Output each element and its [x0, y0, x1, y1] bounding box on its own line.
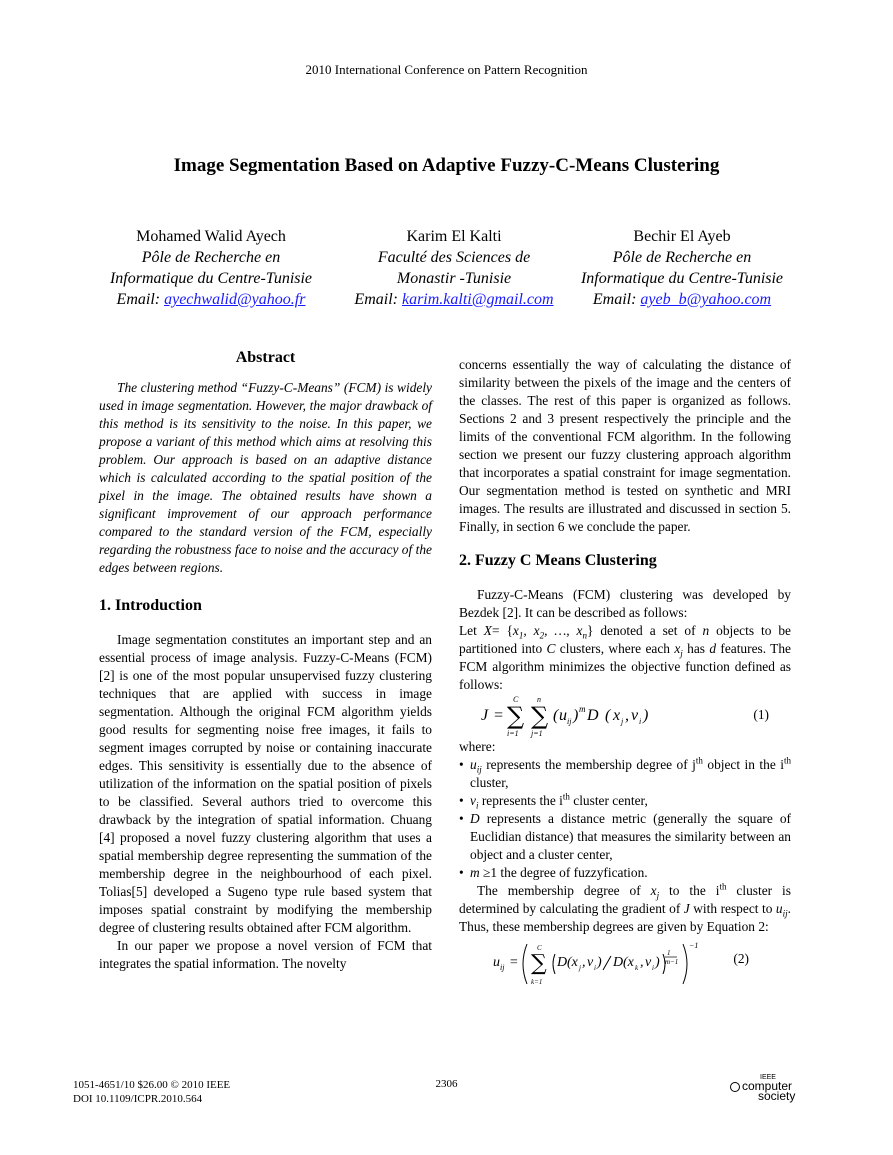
abstract-text: The clustering method “Fuzzy-C-Means” (FCM) is widely used in image segmentation. However, the major drawback of this method is its sensitivity to the noise. In this paper, we propose a variant of this method which aims at resolving this problem. Our approach is based on an adaptive distance which is calculated according to the spatial position of the pixel in the image. The obtained results have shown a significant improvement of our approach performance compared to the standard version of the FCM, especially regarding the robustness face to noise and the accuracy of the edges between regions. [99, 380, 432, 575]
svg-text:C: C [537, 944, 542, 952]
svg-text:ij: ij [500, 963, 505, 972]
list-item: • m ≥1 the degree of fuzzyfication. [459, 864, 791, 882]
email-label: Email: [116, 291, 161, 308]
svg-text:u: u [559, 707, 567, 724]
svg-text:x: x [613, 707, 621, 724]
equation-1-number: (1) [753, 707, 769, 722]
author-email-link[interactable]: ayeb_b@yahoo.com [640, 291, 772, 308]
email-label: Email: [354, 291, 398, 308]
svg-text:D: D [613, 955, 624, 970]
svg-text:v: v [631, 707, 639, 724]
fcm-paragraph-2: Let $X= \{x_1$, $x_2$, …, $x_n$} denoted a set of n objects to be partitioned into C clusters, where each $x_j$ has d features. The FCM algorithm minimizes the objective function defined as follows: [459, 623, 791, 692]
author-name: Karim El Kalti [406, 228, 502, 245]
svg-text:m: m [579, 704, 586, 714]
svg-text:,: , [582, 955, 586, 970]
svg-text:(x: (x [623, 955, 634, 970]
doi-line: DOI 10.1109/ICPR.2010.564 [73, 1093, 203, 1105]
equation-1-formula [481, 694, 681, 738]
svg-text:D: D [557, 955, 568, 970]
svg-text:j=1: j=1 [531, 729, 543, 738]
svg-text:,: , [625, 707, 629, 724]
svg-text:C: C [513, 695, 519, 704]
svg-text:1: 1 [667, 949, 671, 957]
equation-2 [459, 936, 791, 986]
svg-text:=: = [493, 707, 504, 724]
author-email-link[interactable]: karim.kalti@gmail.com [401, 291, 554, 308]
author-affiliation: Informatique du Centre-Tunisie [580, 270, 784, 287]
svg-text:m−1: m−1 [665, 958, 679, 966]
equation-2-formula [493, 938, 723, 988]
list-item: • $u_{ij}$ represents the membership degree of $j^{th}$ object in the $i^{th}$ cluster, [459, 756, 791, 792]
svg-text:∑: ∑ [507, 702, 525, 730]
intro-paragraph-1: Image segmentation constitutes an important step and an essential process of image analysis. Fuzzy-C-Means (FCM) [2] is one of the most popular unsupervised fuzzy clustering techniques that are applied with success in image segmentation. Although the original FCM algorithm yields good results for segmenting noise free images, it fails to segment images corrupted by noise or containing inaccurate edges. This sensitivity is essentially due to the absence of utilization of the information on the spatial position of pixels to be classified. Several authors tried to overcome this drawback by the integration of spatial information. Chuang [4] proposed a novel fuzzy clustering algorithm that uses a spatial membership degree representing the summation of the membership degree in the neighbourhood of each pixel. Tolias[5] developed a Sugeno type rule based system that imposes spatial constraint by modifying the membership degree of clustering results obtained after FCM algorithm. [99, 632, 432, 935]
copyright-line: 1051-4651/10 $26.00 © 2010 IEEE [73, 1079, 231, 1091]
svg-text:(: ( [605, 707, 611, 724]
svg-text:k=1: k=1 [531, 978, 543, 986]
author-email-line [568, 289, 796, 310]
svg-text:): ) [597, 955, 602, 970]
computer-society-logo [730, 1074, 810, 1104]
svg-text:): ) [643, 707, 649, 724]
svg-text:i=1: i=1 [507, 729, 519, 738]
svg-text:,: , [640, 955, 644, 970]
page-number: 2306 [435, 1078, 458, 1090]
where-label: where: [459, 739, 496, 754]
svg-text:): ) [573, 707, 579, 724]
svg-text:J: J [481, 707, 489, 724]
paper-title: Image Segmentation Based on Adaptive Fuzzy-C-Means Clustering [173, 155, 720, 176]
author-block-3 [568, 226, 796, 310]
section-heading-fcm: 2. Fuzzy C Means Clustering [459, 552, 657, 569]
svg-text:=: = [509, 955, 519, 970]
author-email-link[interactable]: ayechwalid@yahoo.fr [164, 291, 306, 308]
conference-header: 2010 International Conference on Pattern Recognition [305, 62, 588, 77]
svg-text:D: D [587, 707, 599, 724]
svg-text:i: i [594, 964, 596, 972]
equation-1 [459, 694, 791, 738]
author-name: Mohamed Walid Ayech [136, 228, 286, 245]
svg-text:n: n [537, 695, 541, 704]
author-block-1 [98, 226, 324, 310]
author-email-line [98, 289, 324, 310]
svg-text:(x: (x [567, 955, 578, 970]
author-affiliation: Faculté des Sciences de [377, 249, 531, 266]
intro-paragraph-2-continued: concerns essentially the way of calculating the distance of similarity between the pixels of the image and the centers of the classes. The rest of this paper is organized as follows. Sections 2 and 3 present respectively the principle and the limits of the conventional FCM algorithm. In the following section we present our fuzzy clustering approach algorithm that incorporates a spatial constraint for image segmentation. Our segmentation method is tested on synthetic and MRI images. The results are illustrated and discussed in section 5. Finally, in section 6 we conclude the paper. [459, 357, 791, 534]
intro-paragraph-2: In our paper we propose a novel version of FCM that integrates the spatial information. The novelty [99, 938, 432, 971]
svg-text:∑: ∑ [531, 702, 549, 730]
svg-text:−1: −1 [689, 941, 699, 950]
svg-text:j: j [621, 717, 624, 726]
svg-text:): ) [655, 955, 660, 970]
section-heading-introduction: 1. Introduction [99, 597, 202, 614]
fcm-paragraph-3: The membership degree of $x_j$ to the $i^{th}$ cluster is determined by calculating the gradient of J with respect to $u_{ij}$. Thus, these membership degrees are given by Equation 2: [459, 881, 791, 934]
abstract-heading: Abstract [235, 349, 296, 366]
svg-text:j: j [579, 964, 581, 972]
author-affiliation: Informatique du Centre-Tunisie [109, 270, 313, 287]
svg-text:ij: ij [567, 717, 572, 726]
author-affiliation: Monastir -Tunisie [396, 270, 512, 287]
right-column [459, 356, 791, 986]
logo-ieee-text: IEEE [760, 1074, 776, 1081]
left-column [99, 349, 432, 973]
author-affiliation: Pôle de Recherche en [612, 249, 752, 266]
author-email-line [342, 289, 566, 310]
list-item: • D represents a distance metric (generally the square of Euclidian distance) that measures the similarity between an object and a cluster center, [459, 810, 791, 864]
svg-text:i: i [639, 717, 642, 726]
author-affiliation: Pôle de Recherche en [141, 249, 281, 266]
svg-text:∑: ∑ [531, 951, 547, 976]
svg-text:(: ( [553, 707, 559, 724]
author-block-2 [342, 226, 566, 310]
list-item: • $v_i$ represents the $i^{th}$ cluster center, [459, 792, 791, 810]
fcm-paragraph-1: Fuzzy-C-Means (FCM) clustering was developed by Bezdek [2]. It can be described as follows: [459, 587, 791, 620]
variable-list [459, 756, 791, 882]
svg-text:v: v [587, 955, 594, 970]
svg-text:u: u [493, 955, 500, 970]
svg-text:v: v [645, 955, 652, 970]
logo-society-text: computer society [742, 1079, 796, 1103]
equation-2-number: (2) [733, 951, 749, 966]
globe-icon [730, 1082, 740, 1092]
svg-text:i: i [652, 964, 654, 972]
author-name: Bechir El Ayeb [633, 228, 731, 245]
svg-text:k: k [635, 964, 639, 972]
email-label: Email: [592, 291, 637, 308]
